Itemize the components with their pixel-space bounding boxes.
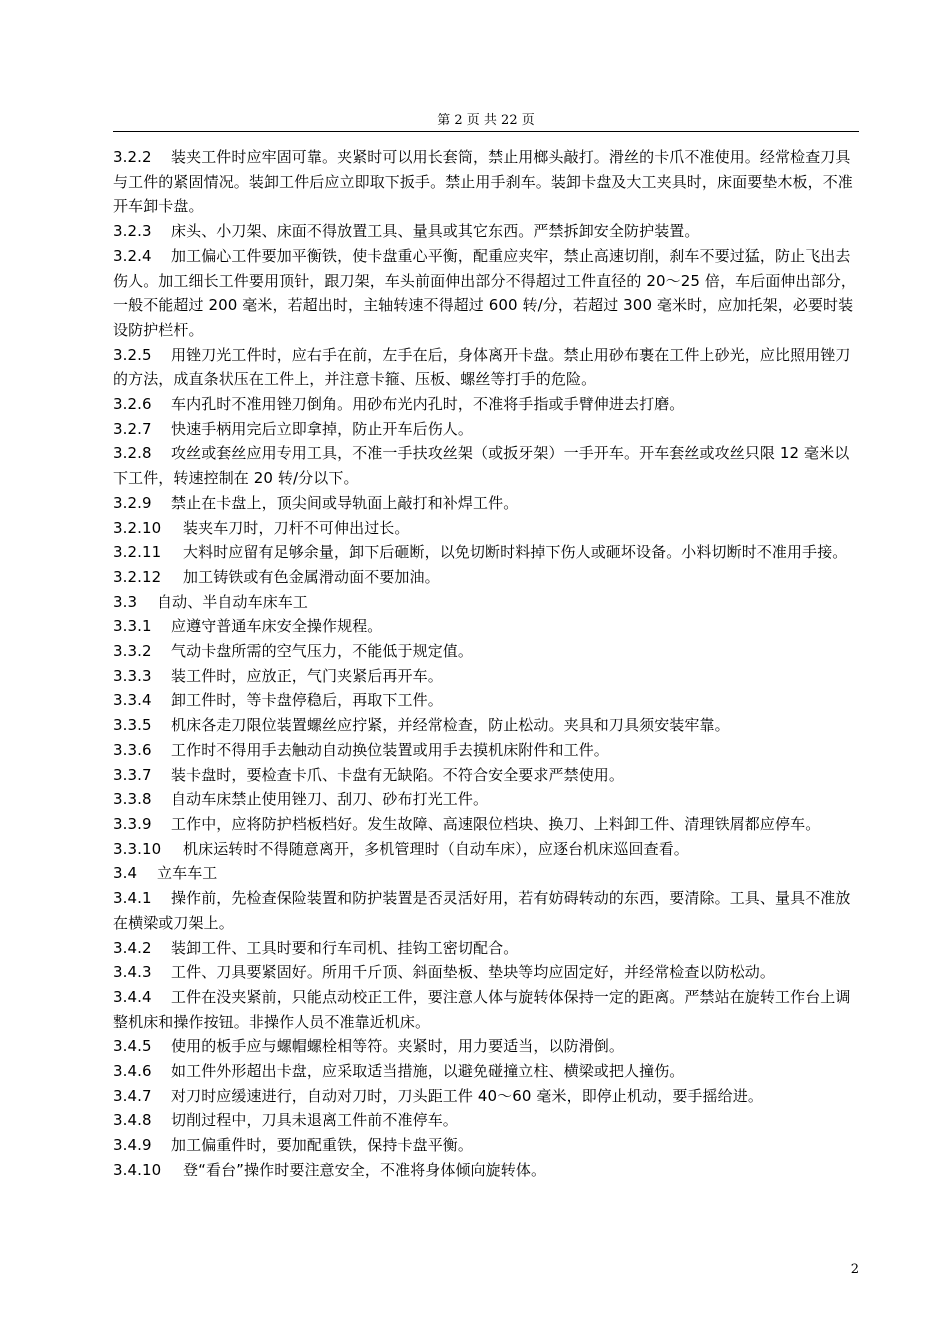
paragraph: [113, 343, 863, 392]
paragraph: [113, 219, 863, 244]
section-text: 工件、刀具要紧固好。所用千斤顶、斜面垫板、垫块等均应固定好，并经常检查以防松动。: [171, 963, 776, 982]
section-text: 机床各走刀限位装置螺丝应拧紧，并经常检查，防止松动。夹具和刀具须安装牢靠。: [171, 716, 730, 735]
section-number: 3.2.2: [113, 148, 152, 166]
section-text: 使用的板手应与螺帽螺栓相等符。夹紧时，用力要适当，以防滑倒。: [171, 1037, 625, 1056]
section-number: 3.4.8: [113, 1111, 152, 1130]
paragraph: [113, 417, 863, 442]
paragraph: [113, 763, 863, 788]
paragraph: [113, 837, 863, 862]
section-number: 3.3.3: [113, 666, 152, 685]
paragraph: [113, 1133, 863, 1158]
section-number: 3.4.5: [113, 1037, 152, 1056]
section-number: 3.4.10: [113, 1160, 162, 1179]
section-text: 工作时不得用手去触动自动换位装置或用手去摸机床附件和工件。: [171, 740, 609, 759]
section-number: 3.3.1: [113, 617, 152, 636]
paragraph: [113, 738, 863, 763]
paragraph: [113, 664, 863, 689]
section-text: 装夹工件时应牢固可靠。夹紧时可以用长套筒，禁止用榔头敲打。滑丝的卡爪不准使用。经常检查刀具与工件的紧固情况。装卸工件后应立即取下扳手。禁止用手刹车。装卸卡盘及大工夹具时，床面要垫木板，不准开车卸卡盘。: [113, 148, 853, 216]
section-number: 3.2.5: [113, 345, 152, 364]
section-text: 工件在没夹紧前，只能点动校正工件，要注意人体与旋转体保持一定的距离。严禁站在旋转工作台上调整机床和操作按钮。非操作人员不准靠近机床。: [113, 987, 851, 1031]
section-number: 3.4.1: [113, 889, 152, 908]
paragraph: [113, 787, 863, 812]
paragraph: [113, 985, 863, 1034]
section-number: 3.3.7: [113, 765, 152, 784]
section-number: 3.2.12: [113, 567, 162, 586]
paragraph: [113, 565, 863, 590]
section-text: 加工偏重件时，要加配重铁，保持卡盘平衡。: [171, 1136, 474, 1155]
paragraph: [113, 861, 863, 886]
paragraph: [113, 516, 863, 541]
section-number: 3.4.7: [113, 1086, 152, 1105]
section-text: 气动卡盘所需的空气压力，不能低于规定值。: [171, 642, 474, 661]
page-header: 第 2 页 共 22 页: [437, 113, 535, 128]
paragraph: [113, 1158, 863, 1183]
section-text: 机床运转时不得随意离开，多机管理时（自动车床），应逐台机床巡回查看。: [183, 839, 689, 858]
paragraph: [113, 960, 863, 985]
section-number: 3.4.3: [113, 963, 152, 982]
paragraph: [113, 1034, 863, 1059]
section-text: 装卸工件、工具时要和行车司机、挂钩工密切配合。: [171, 938, 519, 957]
paragraph: [113, 441, 863, 490]
section-number: 3.3.5: [113, 716, 152, 735]
paragraph: [113, 1084, 863, 1109]
section-number: 3.4.4: [113, 987, 152, 1006]
section-number: 3.2.6: [113, 395, 152, 414]
section-number: 3.4.6: [113, 1062, 152, 1081]
paragraph: [113, 713, 863, 738]
section-text: 如工件外形超出卡盘，应采取适当措施，以避免碰撞立柱、横梁或把人撞伤。: [171, 1062, 685, 1081]
paragraph: [113, 936, 863, 961]
section-text: 自动、半自动车床车工: [157, 592, 309, 611]
section-number: 3.3.8: [113, 790, 152, 809]
section-number: 3.3.4: [113, 691, 152, 710]
section-number: 3.3.9: [113, 814, 152, 833]
section-number: 3.4.2: [113, 938, 152, 957]
section-number: 3.3.6: [113, 740, 152, 759]
section-text: 装工件时，应放正，气门夹紧后再开车。: [171, 666, 443, 685]
paragraph: [113, 540, 863, 565]
paragraph: [113, 145, 863, 219]
document-body: [113, 145, 863, 1183]
section-number: 3.4: [113, 864, 138, 883]
section-number: 3.2.9: [113, 493, 152, 512]
paragraph: [113, 688, 863, 713]
section-text: 大料时应留有足够余量，卸下后砸断，以免切断时料掉下伤人或砸坏设备。小料切断时不准用手接。: [183, 543, 848, 562]
paragraph: [113, 639, 863, 664]
section-text: 禁止在卡盘上，顶尖间或导轨面上敲打和补焊工件。: [171, 493, 519, 512]
section-text: 卸工件时，等卡盘停稳后，再取下工件。: [171, 691, 443, 710]
section-number: 3.3.10: [113, 839, 162, 858]
section-number: 3.2.3: [113, 222, 152, 241]
section-text: 切削过程中，刀具未退离工件前不准停车。: [171, 1111, 458, 1130]
paragraph: [113, 812, 863, 837]
section-number: 3.4.9: [113, 1136, 152, 1155]
paragraph: [113, 244, 863, 343]
paragraph: [113, 590, 863, 615]
section-text: 应遵守普通车床安全操作规程。: [171, 617, 383, 636]
paragraph: [113, 1059, 863, 1084]
section-number: 3.3.2: [113, 642, 152, 661]
paragraph: [113, 886, 863, 935]
paragraph: [113, 1108, 863, 1133]
section-text: 攻丝或套丝应用专用工具，不准一手扶攻丝架（或扳牙架）一手开车。开车套丝或攻丝只限 12 毫米以下工件，转速控制在 20 转/分以下。: [113, 444, 850, 488]
paragraph: [113, 614, 863, 639]
section-text: 用锉刀光工件时，应右手在前，左手在后，身体离开卡盘。禁止用砂布裹在工件上砂光，应比照用锉刀的方法，成直条状压在工件上，并注意卡箍、压板、螺丝等打手的危险。: [113, 345, 851, 389]
section-number: 3.2.7: [113, 419, 152, 438]
section-number: 3.2.10: [113, 518, 162, 537]
section-number: 3.2.11: [113, 543, 162, 562]
section-text: 工作中，应将防护档板档好。发生故障、高速限位档块、换刀、上料卸工件、清理铁屑都应停车。: [171, 814, 821, 833]
section-text: 操作前，先检查保险装置和防护装置是否灵活好用，若有妨碍转动的东西，要清除。工具、量具不准放在横梁或刀架上。: [113, 889, 851, 932]
section-text: 自动车床禁止使用锉刀、刮刀、砂布打光工件。: [171, 790, 489, 809]
paragraph: [113, 491, 863, 516]
section-text: 加工铸铁或有色金属滑动面不要加油。: [183, 567, 440, 586]
section-number: 3.2.4: [113, 246, 152, 265]
section-text: 装夹车刀时，刀杆不可伸出过长。: [183, 518, 410, 537]
section-text: 立车车工: [157, 864, 218, 883]
section-text: 登“看台”操作时要注意安全，不准将身体倾向旋转体。: [183, 1160, 547, 1179]
section-text: 床头、小刀架、床面不得放置工具、量具或其它东西。严禁拆卸安全防护装置。: [171, 222, 700, 241]
page-number: 2: [850, 1262, 859, 1277]
section-text: 装卡盘时，要检查卡爪、卡盘有无缺陷。不符合安全要求严禁使用。: [171, 765, 625, 784]
section-text: 对刀时应缓速进行，自动对刀时，刀头距工件 40～60 毫米，即停止机动，要手摇给进。: [171, 1086, 763, 1105]
section-text: 加工偏心工件要加平衡铁，使卡盘重心平衡，配重应夹牢，禁止高速切削，刹车不要过猛，防止飞出去伤人。加工细长工件要用顶针，跟刀架，车头前面伸出部分不得超过工件直径的 20～25 倍，车后面伸出部分，一般不能超过 200 毫米，若超出时，主轴转速不得超过 600 转/分，若超过 300 毫米时，应加托架，必要时装设防护栏杆。: [113, 246, 856, 339]
header-rule: [113, 131, 859, 132]
paragraph: [113, 392, 863, 417]
section-text: 车内孔时不准用锉刀倒角。用砂布光内孔时，不准将手指或手臂伸进去打磨。: [171, 395, 685, 414]
section-number: 3.3: [113, 592, 138, 611]
section-number: 3.2.8: [113, 444, 152, 463]
section-text: 快速手柄用完后立即拿掉，防止开车后伤人。: [171, 419, 474, 438]
